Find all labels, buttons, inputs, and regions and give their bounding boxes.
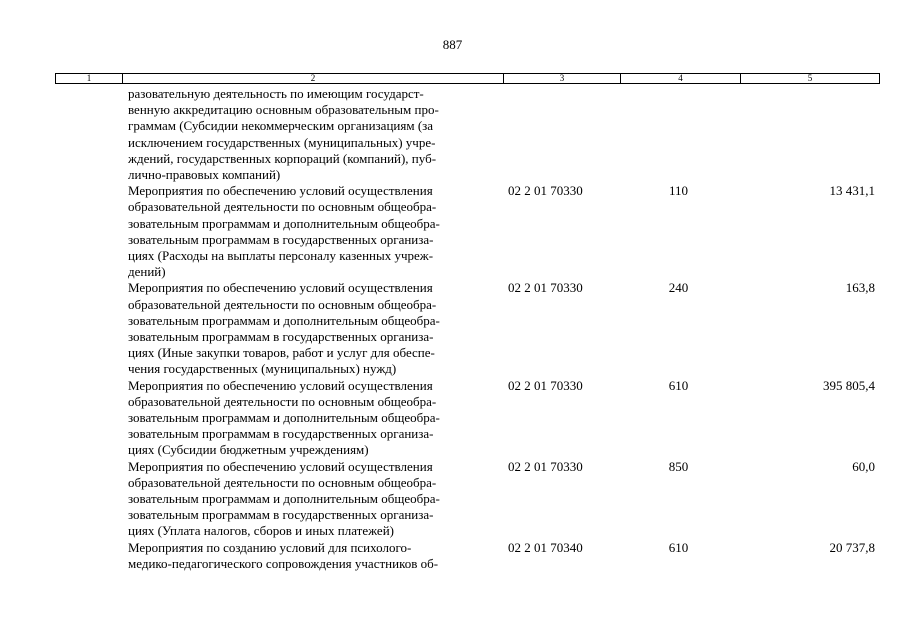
column-header-4: 4 <box>620 74 740 83</box>
column-header-5: 5 <box>740 74 879 83</box>
row-expense-type: 610 <box>668 377 689 393</box>
row-code: 02 2 01 70330 <box>508 280 583 296</box>
row-expense-type: 850 <box>668 458 689 474</box>
table-row <box>0 540 905 572</box>
column-header-3: 3 <box>503 74 620 83</box>
row-amount: 395 805,4 <box>823 377 875 393</box>
table-row <box>0 378 905 459</box>
table-body <box>0 86 905 572</box>
row-expense-type: 240 <box>668 280 689 296</box>
row-expense-type: 110 <box>668 183 689 199</box>
row-code: 02 2 01 70340 <box>508 539 583 555</box>
table-row <box>0 459 905 540</box>
row-description: разовательную деятельность по имеющим государст- венную аккредитацию основным образовательным про- граммам (Субсидии некоммерческим организациям (за исключением государственных (муниципальных) учре- ждений, государственных корпораций (компаний), пуб- лично-правовых компаний) <box>128 86 439 183</box>
row-description: Мероприятия по обеспечению условий осуществления образовательной деятельности по основным общеобра- зовательным программам и дополнительным общеобра- зовательным программам в государственных организа- циях (Иные закупки товаров, работ и услуг для обеспе- чения государственных (муниципальных) нужд) <box>128 280 440 377</box>
table-header <box>55 73 880 84</box>
row-code: 02 2 01 70330 <box>508 458 583 474</box>
row-amount: 163,8 <box>845 280 875 296</box>
row-expense-type: 610 <box>668 539 689 555</box>
row-amount: 13 431,1 <box>829 183 875 199</box>
row-description: Мероприятия по обеспечению условий осуществления образовательной деятельности по основным общеобра- зовательным программам и дополнительным общеобра- зовательным программам в государственных организа- циях (Уплата налогов, сборов и иных платежей) <box>128 458 440 539</box>
column-header-1: 1 <box>86 73 92 83</box>
column-header-2: 2 <box>122 74 503 83</box>
table-row <box>0 280 905 377</box>
page-number: 887 <box>442 37 463 52</box>
table-row <box>0 86 905 183</box>
row-description: Мероприятия по обеспечению условий осуществления образовательной деятельности по основным общеобра- зовательным программам и дополнительным общеобра- зовательным программам в государственных организа- циях (Расходы на выплаты персоналу казенных учреж- дений) <box>128 183 440 280</box>
row-code: 02 2 01 70330 <box>508 377 583 393</box>
row-description: Мероприятия по созданию условий для психолого- медико-педагогического сопровождения участников об- <box>128 539 439 571</box>
row-code: 02 2 01 70330 <box>508 183 583 199</box>
row-description: Мероприятия по обеспечению условий осуществления образовательной деятельности по основным общеобра- зовательным программам и дополнительным общеобра- зовательным программам в государственных организа- циях (Субсидии бюджетным учреждениям) <box>128 377 440 458</box>
table-row <box>0 183 905 280</box>
row-amount: 20 737,8 <box>829 539 875 555</box>
row-amount: 60,0 <box>852 458 875 474</box>
